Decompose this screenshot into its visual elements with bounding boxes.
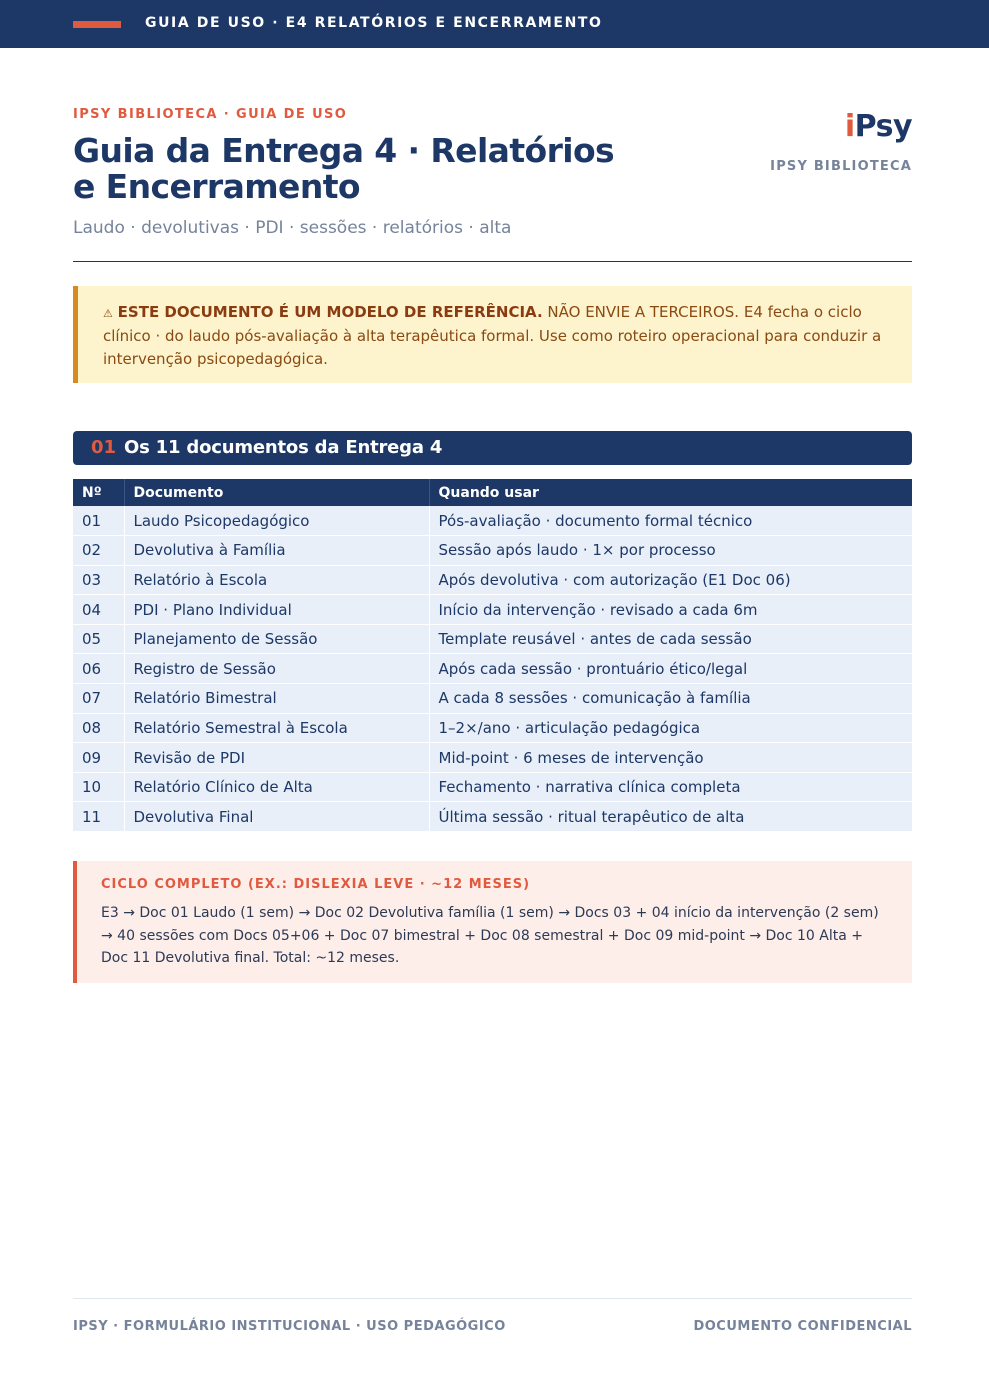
header-divider — [73, 261, 912, 262]
table-row — [73, 536, 912, 566]
doc-usage-cell: Sessão após laudo · 1× por processo — [429, 536, 912, 566]
section-header — [73, 431, 912, 465]
ipsy-logo — [845, 109, 912, 144]
doc-number-cell: 07 — [73, 684, 124, 714]
footer-right-text: DOCUMENTO CONFIDENCIAL — [693, 1319, 912, 1334]
table-header-row — [73, 479, 912, 506]
banner-title: GUIA DE USO · E4 RELATÓRIOS E ENCERRAMENTO — [145, 15, 603, 31]
page-subtitle: Laudo · devolutivas · PDI · sessões · relatórios · alta — [73, 218, 512, 238]
doc-name-cell: Relatório Clínico de Alta — [124, 772, 429, 802]
top-banner — [0, 0, 989, 48]
table-row — [73, 684, 912, 714]
doc-name-cell: Devolutiva Final — [124, 802, 429, 832]
doc-number-cell: 05 — [73, 624, 124, 654]
doc-usage-cell: Pós-avaliação · documento formal técnico — [429, 506, 912, 536]
table-row — [73, 802, 912, 832]
doc-usage-cell: Template reusável · antes de cada sessão — [429, 624, 912, 654]
logo-i: i — [844, 109, 855, 144]
cycle-callout — [73, 861, 912, 983]
warning-icon: ⚠ — [103, 307, 113, 320]
doc-number-cell: 02 — [73, 536, 124, 566]
doc-usage-cell: Após devolutiva · com autorização (E1 Doc 06) — [429, 565, 912, 595]
table-row — [73, 565, 912, 595]
doc-number-cell: 11 — [73, 802, 124, 832]
table-row — [73, 772, 912, 802]
logo-subtitle: IPSY BIBLIOTECA — [770, 159, 912, 174]
section-number: 01 — [91, 437, 117, 458]
table-row — [73, 713, 912, 743]
page-title: Guia da Entrega 4 · Relatórios e Encerramento — [73, 131, 615, 206]
column-header: Nº — [73, 479, 124, 506]
doc-usage-cell: 1–2×/ano · articulação pedagógica — [429, 713, 912, 743]
doc-number-cell: 01 — [73, 506, 124, 536]
column-header: Documento — [124, 479, 429, 506]
warning-text: NÃO ENVIE A TERCEIROS. E4 fecha o ciclo clínico · do laudo pós-avaliação à alta terapêutica formal. Use como roteiro operacional para conduzir a intervenção psicopedagógica. — [103, 303, 882, 368]
documents-table — [73, 479, 912, 832]
warning-bold-text: ESTE DOCUMENTO É UM MODELO DE REFERÊNCIA. — [117, 303, 543, 321]
warning-callout — [73, 286, 912, 383]
doc-name-cell: Relatório Bimestral — [124, 684, 429, 714]
table-row — [73, 506, 912, 536]
header-kicker: IPSY BIBLIOTECA · GUIA DE USO — [73, 107, 348, 122]
banner-accent-bar — [73, 21, 121, 28]
column-header: Quando usar — [429, 479, 912, 506]
doc-usage-cell: Após cada sessão · prontuário ético/legal — [429, 654, 912, 684]
doc-number-cell: 06 — [73, 654, 124, 684]
table-row — [73, 595, 912, 625]
footer-left-text: IPSY · FORMULÁRIO INSTITUCIONAL · USO PEDAGÓGICO — [73, 1319, 506, 1334]
doc-name-cell: Laudo Psicopedagógico — [124, 506, 429, 536]
doc-name-cell: Devolutiva à Família — [124, 536, 429, 566]
doc-name-cell: PDI · Plano Individual — [124, 595, 429, 625]
section-title: Os 11 documentos da Entrega 4 — [124, 437, 443, 458]
logo-text: Psy — [854, 109, 912, 144]
doc-usage-cell: Mid-point · 6 meses de intervenção — [429, 743, 912, 773]
doc-name-cell: Relatório Semestral à Escola — [124, 713, 429, 743]
doc-number-cell: 10 — [73, 772, 124, 802]
doc-usage-cell: A cada 8 sessões · comunicação à família — [429, 684, 912, 714]
table-row — [73, 624, 912, 654]
doc-usage-cell: Início da intervenção · revisado a cada 6m — [429, 595, 912, 625]
table-row — [73, 743, 912, 773]
doc-name-cell: Registro de Sessão — [124, 654, 429, 684]
doc-number-cell: 08 — [73, 713, 124, 743]
doc-number-cell: 03 — [73, 565, 124, 595]
cycle-title: CICLO COMPLETO (EX.: DISLEXIA LEVE · ~12 MESES) — [101, 877, 531, 892]
doc-number-cell: 04 — [73, 595, 124, 625]
table-row — [73, 654, 912, 684]
doc-name-cell: Planejamento de Sessão — [124, 624, 429, 654]
footer-divider — [73, 1298, 912, 1299]
doc-name-cell: Revisão de PDI — [124, 743, 429, 773]
doc-number-cell: 09 — [73, 743, 124, 773]
doc-name-cell: Relatório à Escola — [124, 565, 429, 595]
cycle-text: E3 → Doc 01 Laudo (1 sem) → Doc 02 Devolutiva família (1 sem) → Docs 03 + 04 início da intervenção (2 sem) → 40 sessões com Docs 05+06 + Doc 07 bimestral + Doc 08 semestral + Doc 09 mid-point → Doc 10 Alta + Doc 11 Devolutiva final. Total: ~12 meses. — [101, 905, 879, 966]
doc-usage-cell: Fechamento · narrativa clínica completa — [429, 772, 912, 802]
doc-usage-cell: Última sessão · ritual terapêutico de alta — [429, 802, 912, 832]
